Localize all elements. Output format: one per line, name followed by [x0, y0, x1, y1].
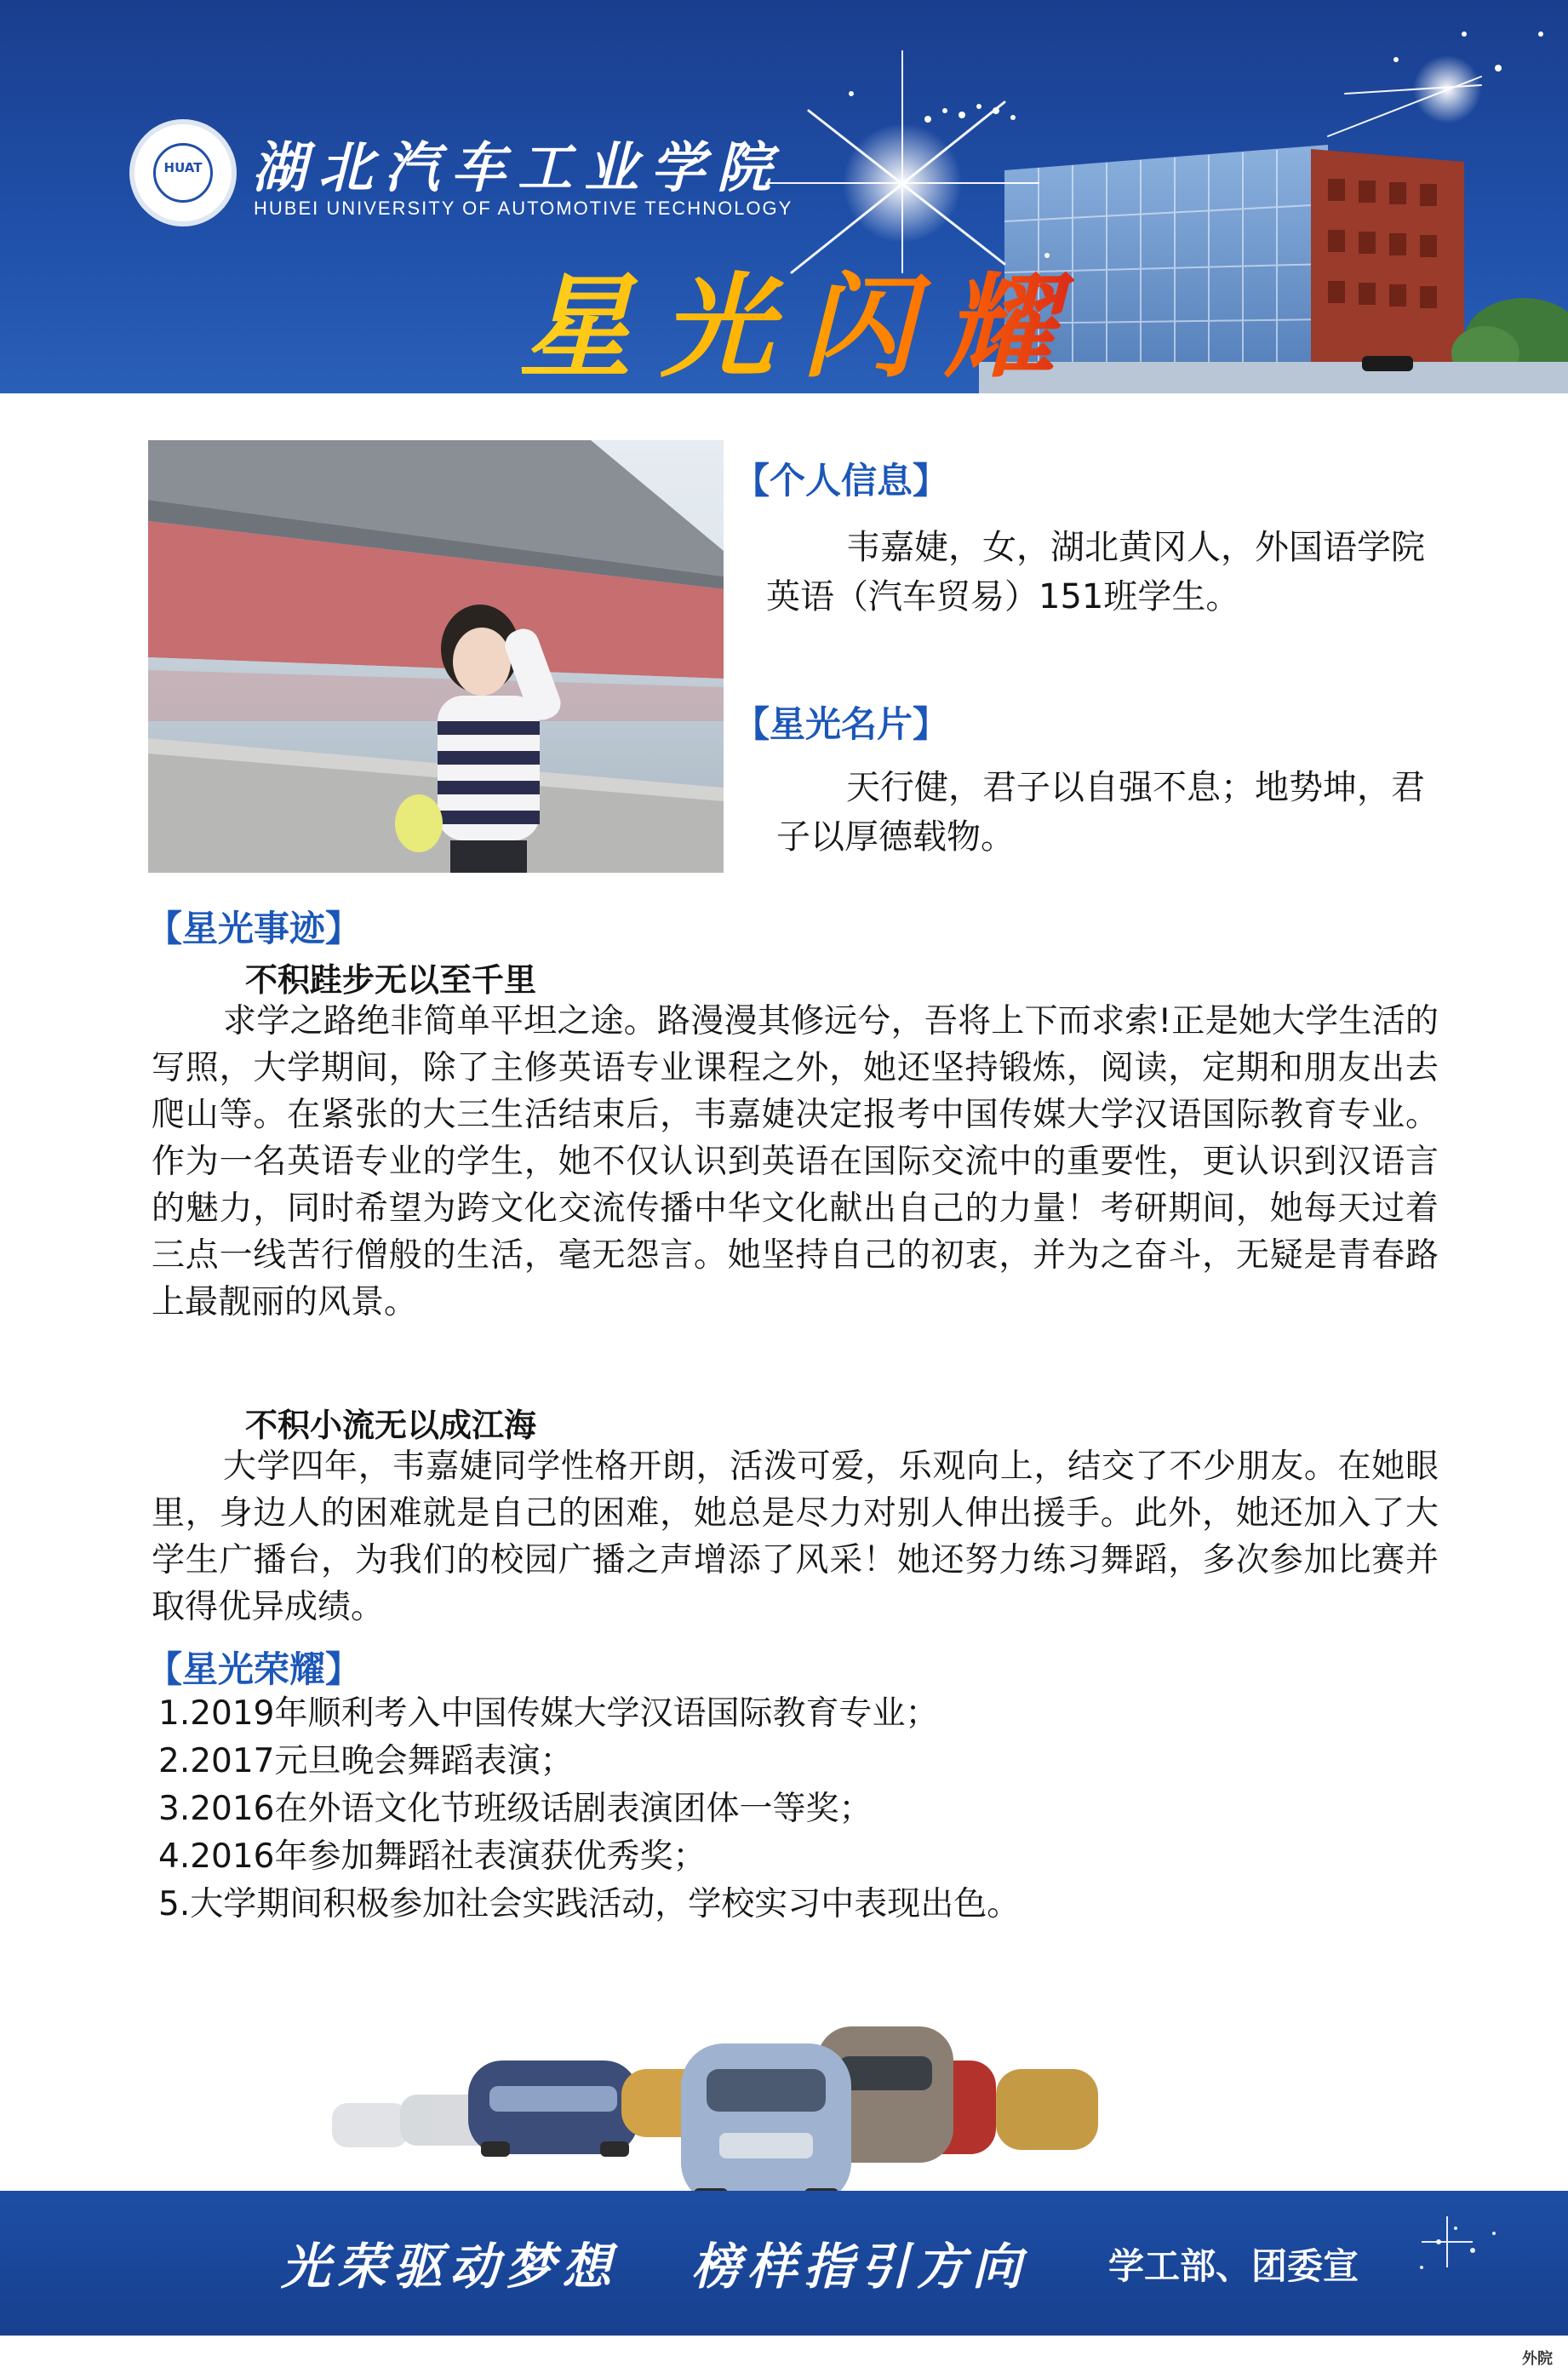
footer-banner	[0, 2191, 1568, 2336]
honors-item: 1.2019年顺利考入中国传媒大学汉语国际教育专业；	[158, 1694, 939, 1733]
logo-abbreviation: HUAT	[163, 160, 203, 175]
student-photo	[148, 440, 724, 873]
header-banner	[0, 0, 1568, 393]
university-name-cn: 湖北汽车工业学院	[252, 136, 783, 200]
profile-text: 韦嘉婕，女，湖北黄冈人，外国语学院英语（汽车贸易）151班学生。	[766, 528, 1425, 616]
university-logo-seal	[129, 119, 237, 226]
deeds-heading: 【星光事迹】	[146, 908, 362, 949]
honors-item: 5.大学期间积极参加社会实践活动，学校实习中表现出色。	[158, 1885, 1021, 1923]
footer-slogan-1: 光荣驱动梦想	[281, 2238, 619, 2296]
honors-heading: 【星光荣耀】	[146, 1648, 362, 1690]
university-name-en: HUBEI UNIVERSITY OF AUTOMOTIVE TECHNOLOGY	[254, 198, 793, 219]
deeds-paragraph-1: 求学之路绝非简单平坦之途。路漫漫其修远兮，吾将上下而求索!正是她大学生活的写照，大学期间，除了主修英语专业课程之外，她还坚持锻炼，阅读，定期和朋友出去爬山等。在紧张的大三生活结束后，韦嘉婕决定报考中国传媒大学汉语国际教育专业。作为一名英语专业的学生，她不仅认识到英语在国际交流中的重要性，更认识到汉语言的魅力，同时希望为跨文化交流传播中华文化献出自己的力量！考研期间，她每天过着三点一线苦行僧般的生活，毫无怨言。她坚持自己的初衷，并为之奋斗，无疑是青春路上最靓丽的风景。	[152, 1002, 1439, 1321]
deeds-subtitle-2: 不积小流无以成江海	[245, 1407, 537, 1444]
profile-heading: 【个人信息】	[734, 460, 949, 502]
footer-slogan-2: 榜样指引方向	[691, 2238, 1029, 2296]
banner-title: 星光闪耀	[519, 237, 1084, 393]
deeds-paragraph-2: 大学四年，韦嘉婕同学性格开朗，活泼可爱，乐观向上，结交了不少朋友。在她眼里，身边人的困难就是自己的困难，她总是尽力对别人伸出援手。此外，她还加入了大学生广播台，为我们的校园广播之声增添了风采！她还努力练习舞蹈，多次参加比赛并取得优异成绩。	[152, 1447, 1439, 1626]
footer-department: 学工部、团委宣	[1108, 2245, 1359, 2287]
deeds-subtitle-1: 不积跬步无以至千里	[245, 961, 537, 999]
honors-item: 3.2016在外语文化节班级话剧表演团体一等奖；	[158, 1790, 873, 1828]
card-text: 天行健，君子以自强不息；地势坤，君子以厚德载物。	[776, 768, 1425, 857]
honors-item: 4.2016年参加舞蹈社表演获优秀奖；	[158, 1837, 707, 1876]
honors-item: 2.2017元旦晚会舞蹈表演；	[158, 1742, 574, 1780]
honors-list	[158, 1690, 1020, 1929]
card-heading: 【星光名片】	[734, 703, 949, 745]
corner-tag: 外院	[1522, 2350, 1553, 2368]
cars-illustration	[306, 1958, 1260, 2205]
